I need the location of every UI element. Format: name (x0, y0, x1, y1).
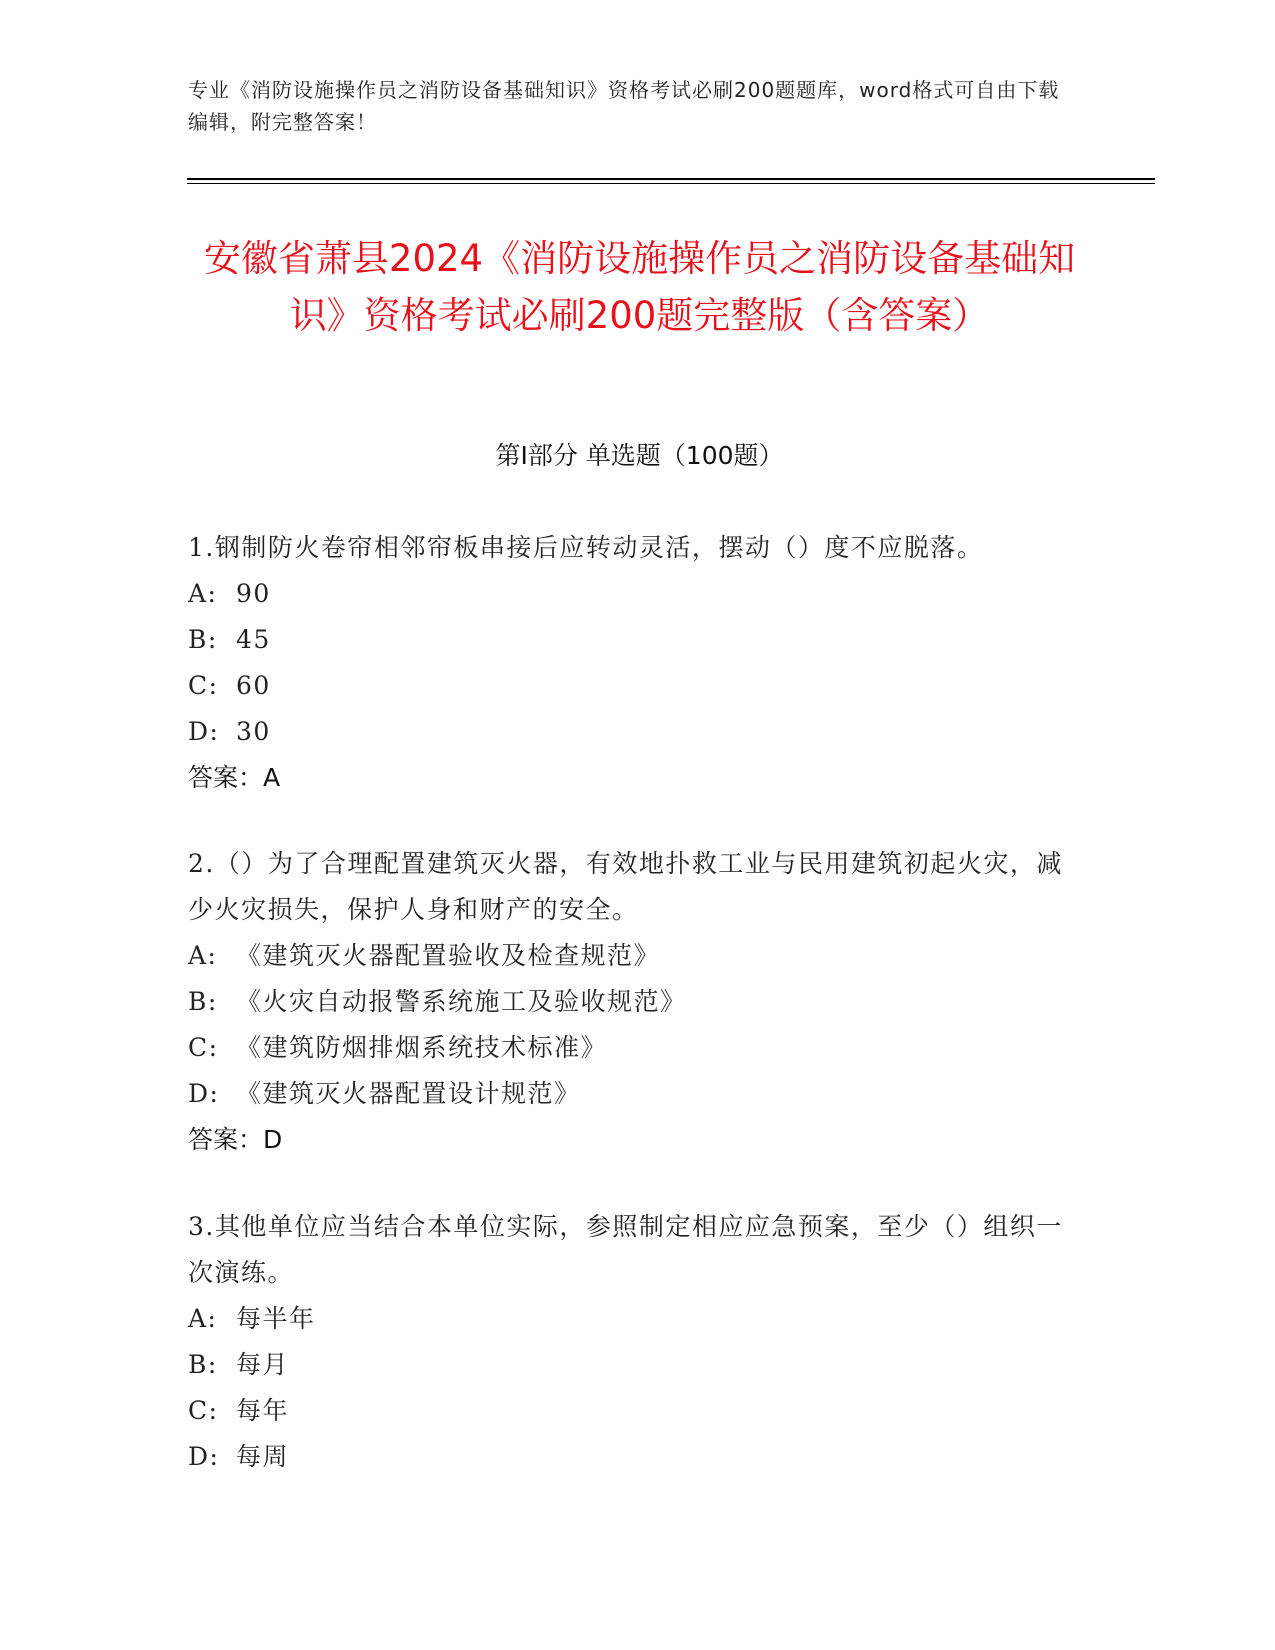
question-1-option-b (188, 617, 1068, 663)
option-label: D: (188, 1442, 220, 1471)
option-text: 《建筑灭火器配置验收及检查规范》 (236, 941, 661, 970)
question-2-option-b (188, 979, 1068, 1025)
option-text: 45 (236, 625, 271, 654)
option-label: C: (188, 1033, 219, 1062)
question-2-answer: 答案：D (188, 1125, 283, 1154)
option-label: C: (188, 671, 219, 700)
question-2-option-a (188, 933, 1068, 979)
question-1-text: 1.钢制防火卷帘相邻帘板串接后应转动灵活，摆动（）度不应脱落。 (188, 533, 984, 562)
option-label: A: (188, 1304, 218, 1333)
option-text: 每年 (236, 1396, 290, 1425)
question-3-text: 3.其他单位应当结合本单位实际，参照制定相应应急预案，至少（）组织一次演练。 (188, 1212, 1063, 1287)
question-3-option-d (188, 1434, 1068, 1480)
option-label: B: (188, 1350, 218, 1379)
option-label: A: (188, 579, 218, 608)
option-label: A: (188, 941, 218, 970)
header-divider-thin (187, 183, 1155, 184)
option-label: C: (188, 1396, 219, 1425)
option-label: B: (188, 987, 218, 1016)
option-text: 90 (236, 579, 271, 608)
option-text: 每月 (236, 1350, 290, 1379)
question-1 (188, 525, 1068, 801)
question-3 (188, 1204, 1068, 1480)
question-2 (188, 841, 1068, 1163)
option-text: 《建筑防烟排烟系统技术标准》 (236, 1033, 608, 1062)
question-2-option-c (188, 1025, 1068, 1071)
option-text: 30 (236, 717, 271, 746)
question-3-option-b (188, 1342, 1068, 1388)
document-title: 安徽省萧县2024《消防设施操作员之消防设备基础知识》资格考试必刷200题完整版（含答案） (203, 237, 1076, 337)
option-text: 《火灾自动报警系统施工及验收规范》 (236, 987, 687, 1016)
section-title: 第Ⅰ部分 单选题（100题） (495, 441, 784, 470)
header-divider-thick (187, 178, 1155, 180)
question-3-option-c (188, 1388, 1068, 1434)
option-label: B: (188, 625, 218, 654)
option-text: 60 (236, 671, 271, 700)
option-label: D: (188, 717, 220, 746)
question-1-answer: 答案：A (188, 763, 281, 792)
question-1-option-d (188, 709, 1068, 755)
question-2-option-d (188, 1071, 1068, 1117)
question-2-text: 2.（）为了合理配置建筑灭火器，有效地扑救工业与民用建筑初起火灾，减少火灾损失，保护人身和财产的安全。 (188, 849, 1063, 924)
question-3-option-a (188, 1296, 1068, 1342)
question-1-option-c (188, 663, 1068, 709)
header-note: 专业《消防设施操作员之消防设备基础知识》资格考试必刷200题题库，word格式可自由下载编辑，附完整答案！ (188, 78, 1060, 134)
option-text: 每周 (236, 1442, 290, 1471)
option-label: D: (188, 1079, 220, 1108)
option-text: 《建筑灭火器配置设计规范》 (236, 1079, 581, 1108)
option-text: 每半年 (236, 1304, 316, 1333)
question-1-option-a (188, 571, 1068, 617)
